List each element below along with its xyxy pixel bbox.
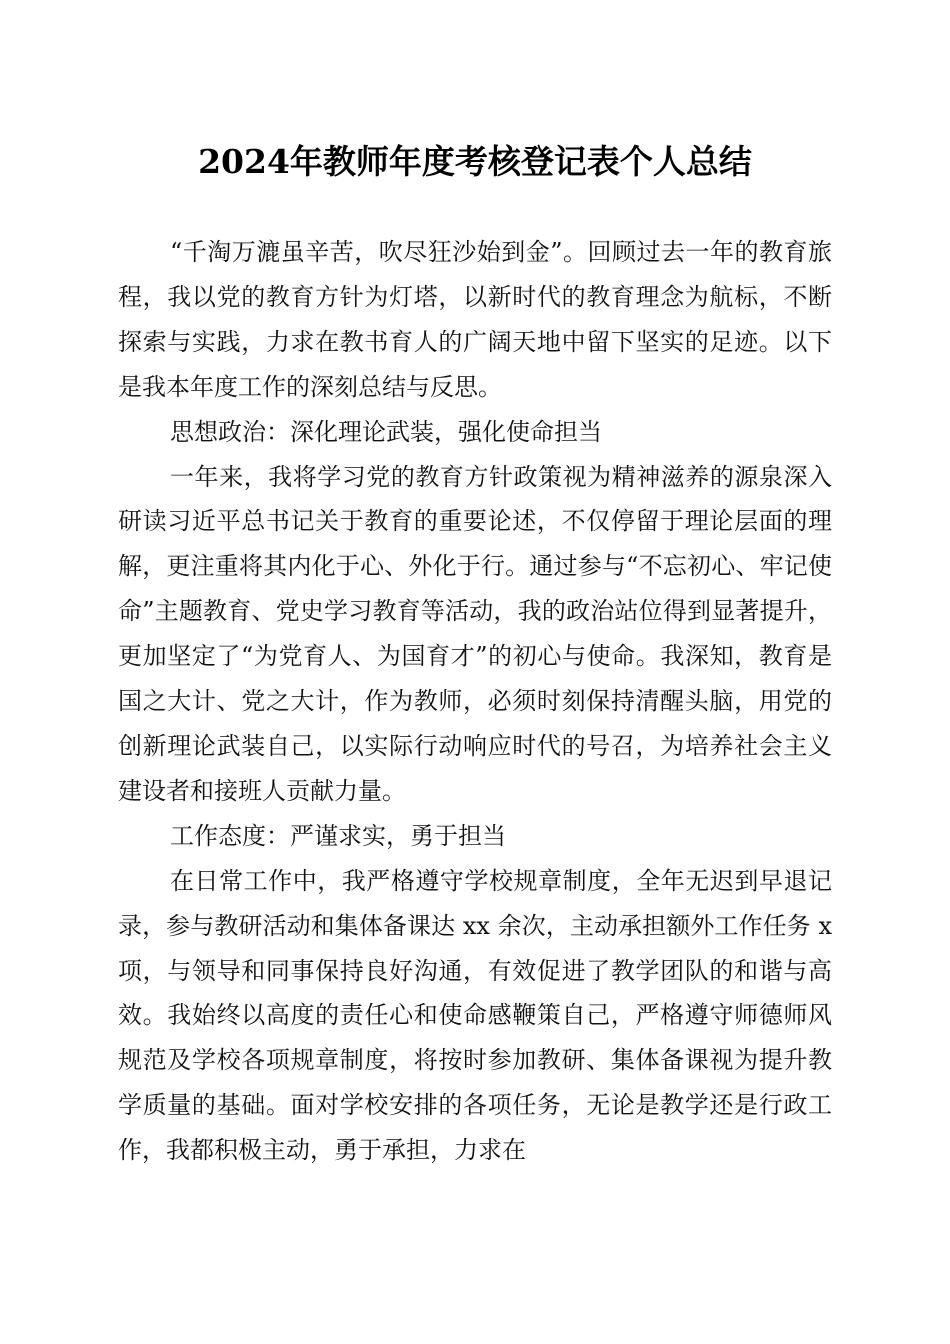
attitude-paragraph: 在日常工作中，我严格遵守学校规章制度，全年无迟到早退记录，参与教研活动和集体备课达 xx 余次，主动承担额外工作任务 x 项，与领导和同事保持良好沟通，有效促进了教学团队的和谐与高效。我始终以高度的责任心和使命感鞭策自己，严格遵守师德师风规范及学校各项规章制度，将按时参加教研、集体备课视为提升教学质量的基础。面对学校安排的各项任务，无论是教学还是行政工作，我都积极主动，勇于承担，力求在 <box>118 866 832 1165</box>
document-title: 2024年教师年度考核登记表个人总结 <box>198 142 752 181</box>
section-heading-attitude: 工作态度：严谨求实，勇于担当 <box>170 821 506 850</box>
intro-paragraph: “千淘万漉虽辛苦，吹尽狂沙始到金”。回顾过去一年的教育旅程，我以党的教育方针为灯塔，以新时代的教育理念为航标，不断探索与实践，力求在教书育人的广阔天地中留下坚实的足迹。以下是我本年度工作的深刻总结与反思。 <box>118 238 832 401</box>
document-body <box>118 230 832 1173</box>
politics-paragraph: 一年来，我将学习党的教育方针政策视为精神滋养的源泉深入研读习近平总书记关于教育的重要论述，不仅停留于理论层面的理解，更注重将其内化于心、外化于行。通过参与“不忘初心、牢记使命”主题教育、党史学习教育等活动，我的政治站位得到显著提升，更加坚定了“为党育人、为国育才”的初心与使命。我深知，教育是国之大计、党之大计，作为教师，必须时刻保持清醒头脑，用党的创新理论武装自己，以实际行动响应时代的号召，为培养社会主义建设者和接班人贡献力量。 <box>118 462 832 805</box>
section-heading-politics: 思想政治：深化理论武装，强化使命担当 <box>170 417 602 446</box>
